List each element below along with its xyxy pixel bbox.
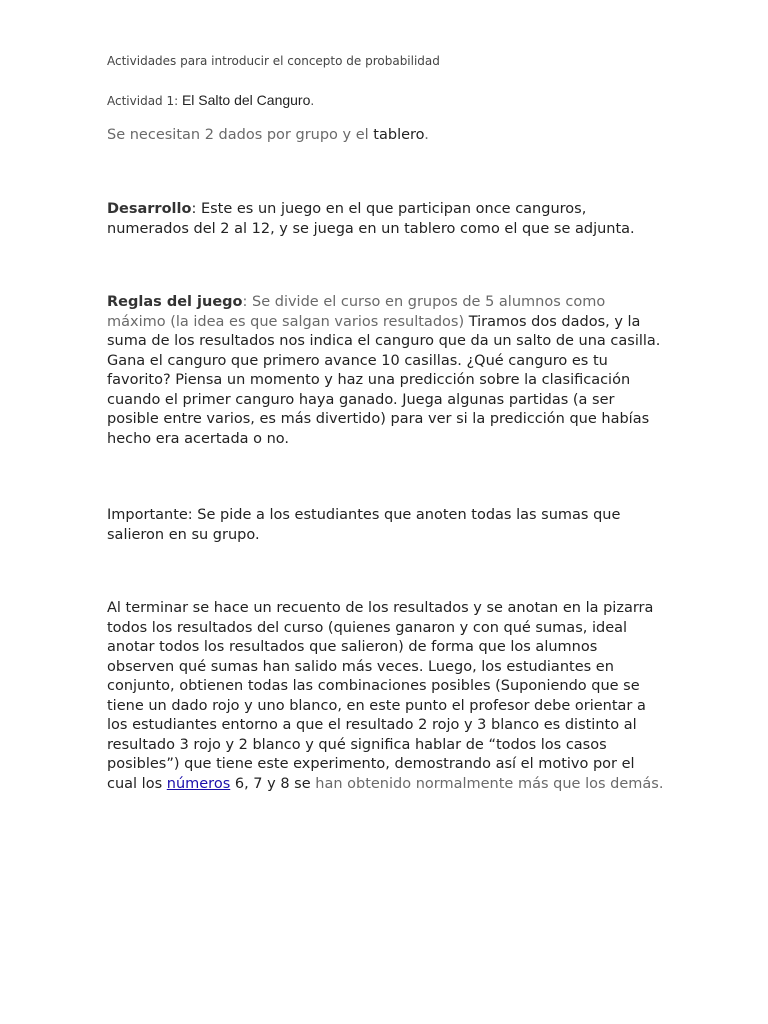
activity-name: El Salto del Canguro [181, 92, 311, 108]
reglas-label: Reglas del juego [107, 294, 243, 310]
importante-paragraph [107, 506, 667, 545]
materials-text: Se necesitan 2 dados por grupo y el [107, 127, 374, 143]
reglas-text-grey: : Se divide el curso en grupos de 5 alumnos como máximo (la idea es que salgan varios resultados) [107, 294, 606, 330]
activity-suffix: . [310, 94, 315, 108]
final-tail-grey: han obtenido normalmente más que los demás. [310, 775, 664, 792]
document-title [107, 54, 667, 68]
desarrollo-paragraph [107, 200, 667, 239]
materials-word: tablero [373, 127, 425, 143]
numeros-link[interactable]: números [166, 775, 231, 792]
reglas-paragraph [107, 293, 667, 449]
materials-suffix: . [424, 127, 429, 143]
document-title-text: Actividades para introducir el concepto de probabilidad [107, 54, 440, 68]
materials-paragraph [107, 126, 667, 146]
desarrollo-text: : Este es un juego en el que participan once canguros, numerados del 2 al 12, y se juega en un tablero como el que se adjunta. [107, 201, 635, 237]
final-after-link: 6, 7 y 8 se [230, 775, 311, 792]
desarrollo-label: Desarrollo [107, 201, 192, 217]
final-text: Al terminar se hace un recuento de los resultados y se anotan en la pizarra todos los resultados del curso (quienes ganaron y con qué sumas, ideal anotar todos los resultados que salieron) de forma que los alumnos observen qué sumas han salido más veces. Luego, los estudiantes en conjunto, obtienen todas las combinaciones posibles (Suponiendo que se tiene un dado rojo y uno blanco, en este punto el profesor debe orientar a los estudiantes entorno a que el resultado 2 rojo y 3 blanco es distinto al resultado 3 rojo y 2 blanco y qué significa hablar de “todos los casos posibles”) que tiene este experimento, demostrando así el motivo por el cual los [107, 600, 654, 792]
activity-prefix: Actividad 1: [107, 94, 182, 108]
final-paragraph [107, 599, 667, 794]
activity-heading [107, 92, 667, 108]
importante-text: Importante: Se pide a los estudiantes que anoten todas las sumas que salieron en su grupo. [107, 507, 621, 543]
reglas-text: Tiramos dos dados, y la suma de los resultados nos indica el canguro que da un salto de una casilla. Gana el canguro que primero avance 10 casillas. ¿Qué canguro es tu favorito? Piensa un momento y haz una predicción sobre la clasificación cuando el primer canguro haya ganado. Juega algunas partidas (a ser posible entre varios, es más divertido) para ver si la predicción que habías hecho era acertada o no. [107, 313, 661, 447]
